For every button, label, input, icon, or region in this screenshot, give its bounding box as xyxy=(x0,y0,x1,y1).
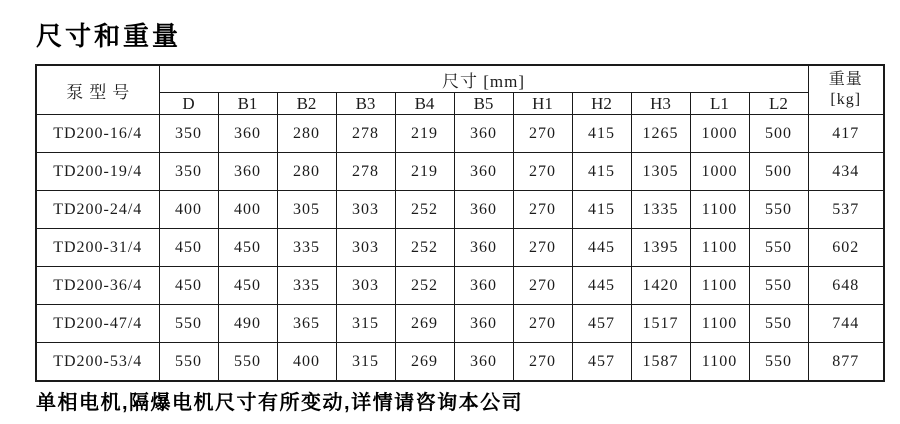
dim-cell: 335 xyxy=(277,229,336,267)
dim-cell: 450 xyxy=(218,229,277,267)
dim-cell: 360 xyxy=(454,191,513,229)
dim-column-header: B2 xyxy=(277,93,336,115)
dim-cell: 219 xyxy=(395,115,454,153)
dim-cell: 457 xyxy=(572,343,631,382)
dim-column-header: B5 xyxy=(454,93,513,115)
table-row xyxy=(36,305,884,343)
dim-cell: 360 xyxy=(454,115,513,153)
model-cell: TD200-16/4 xyxy=(36,115,159,153)
dim-cell: 400 xyxy=(218,191,277,229)
table-body xyxy=(36,115,884,382)
model-cell: TD200-47/4 xyxy=(36,305,159,343)
dim-cell: 350 xyxy=(159,153,218,191)
dim-cell: 280 xyxy=(277,115,336,153)
dim-column-header: H1 xyxy=(513,93,572,115)
dim-cell: 457 xyxy=(572,305,631,343)
dim-cell: 303 xyxy=(336,191,395,229)
weight-header-line2: [kg] xyxy=(830,91,862,108)
dim-cell: 1000 xyxy=(690,153,749,191)
dim-cell: 278 xyxy=(336,115,395,153)
dim-column-header: B4 xyxy=(395,93,454,115)
dim-cell: 1100 xyxy=(690,343,749,382)
dim-column-header: H3 xyxy=(631,93,690,115)
dim-cell: 445 xyxy=(572,267,631,305)
model-cell: TD200-53/4 xyxy=(36,343,159,382)
table-header xyxy=(36,65,884,115)
dim-cell: 1100 xyxy=(690,305,749,343)
dim-cell: 315 xyxy=(336,305,395,343)
weight-header-line1: 重量 xyxy=(828,71,863,88)
weight-cell: 744 xyxy=(808,305,884,343)
dim-cell: 360 xyxy=(218,153,277,191)
table-row xyxy=(36,153,884,191)
dim-cell: 360 xyxy=(454,305,513,343)
dim-cell: 550 xyxy=(749,343,808,382)
dim-cell: 365 xyxy=(277,305,336,343)
dimensions-weight-table xyxy=(35,64,885,382)
dim-cell: 1100 xyxy=(690,229,749,267)
dim-cell: 219 xyxy=(395,153,454,191)
dim-cell: 550 xyxy=(749,267,808,305)
dim-cell: 500 xyxy=(749,153,808,191)
footer-note: 单相电机,隔爆电机尺寸有所变动,详情请咨询本公司 xyxy=(36,392,524,414)
dim-cell: 1517 xyxy=(631,305,690,343)
dimension-subheader-row xyxy=(36,93,884,115)
dim-cell: 550 xyxy=(218,343,277,382)
dim-cell: 303 xyxy=(336,229,395,267)
dim-cell: 305 xyxy=(277,191,336,229)
dim-cell: 360 xyxy=(454,229,513,267)
page-title: 尺寸和重量 xyxy=(36,21,182,51)
dim-column-header: D xyxy=(159,93,218,115)
weight-cell: 537 xyxy=(808,191,884,229)
dim-cell: 550 xyxy=(749,191,808,229)
dim-cell: 415 xyxy=(572,115,631,153)
dim-cell: 450 xyxy=(159,267,218,305)
dim-cell: 550 xyxy=(749,229,808,267)
model-cell: TD200-36/4 xyxy=(36,267,159,305)
dim-cell: 360 xyxy=(454,343,513,382)
table-row xyxy=(36,343,884,382)
dim-cell: 1100 xyxy=(690,267,749,305)
dimensions-group-header: 尺寸 [mm] xyxy=(159,65,808,93)
dim-cell: 450 xyxy=(159,229,218,267)
weight-cell: 417 xyxy=(808,115,884,153)
dim-cell: 270 xyxy=(513,305,572,343)
dim-column-header: B1 xyxy=(218,93,277,115)
model-cell: TD200-31/4 xyxy=(36,229,159,267)
weight-cell: 602 xyxy=(808,229,884,267)
dim-cell: 315 xyxy=(336,343,395,382)
weight-cell: 648 xyxy=(808,267,884,305)
dim-cell: 269 xyxy=(395,343,454,382)
dim-cell: 252 xyxy=(395,267,454,305)
dim-cell: 270 xyxy=(513,267,572,305)
dim-column-header: L2 xyxy=(749,93,808,115)
dim-cell: 303 xyxy=(336,267,395,305)
dim-column-header: B3 xyxy=(336,93,395,115)
dim-cell: 1265 xyxy=(631,115,690,153)
dim-column-header: H2 xyxy=(572,93,631,115)
dim-cell: 350 xyxy=(159,115,218,153)
model-cell: TD200-24/4 xyxy=(36,191,159,229)
dim-cell: 500 xyxy=(749,115,808,153)
dim-cell: 278 xyxy=(336,153,395,191)
dim-cell: 550 xyxy=(159,343,218,382)
dim-cell: 1100 xyxy=(690,191,749,229)
dim-cell: 1305 xyxy=(631,153,690,191)
model-cell: TD200-19/4 xyxy=(36,153,159,191)
group-header-row xyxy=(36,65,884,93)
dim-cell: 1335 xyxy=(631,191,690,229)
dim-cell: 252 xyxy=(395,191,454,229)
dim-cell: 450 xyxy=(218,267,277,305)
dim-cell: 490 xyxy=(218,305,277,343)
dim-cell: 280 xyxy=(277,153,336,191)
table-row xyxy=(36,115,884,153)
dim-cell: 360 xyxy=(218,115,277,153)
dim-cell: 335 xyxy=(277,267,336,305)
dim-cell: 550 xyxy=(159,305,218,343)
dim-cell: 270 xyxy=(513,229,572,267)
dim-cell: 270 xyxy=(513,153,572,191)
weight-column-header xyxy=(808,65,884,115)
weight-cell: 877 xyxy=(808,343,884,382)
table-row xyxy=(36,229,884,267)
table-row xyxy=(36,191,884,229)
dim-cell: 270 xyxy=(513,343,572,382)
dim-cell: 400 xyxy=(277,343,336,382)
weight-cell: 434 xyxy=(808,153,884,191)
dim-column-header: L1 xyxy=(690,93,749,115)
model-column-header: 泵型号 xyxy=(36,65,159,115)
dim-cell: 1587 xyxy=(631,343,690,382)
dim-cell: 252 xyxy=(395,229,454,267)
dim-cell: 445 xyxy=(572,229,631,267)
dim-cell: 550 xyxy=(749,305,808,343)
table-row xyxy=(36,267,884,305)
dim-cell: 1420 xyxy=(631,267,690,305)
dim-cell: 360 xyxy=(454,153,513,191)
dim-cell: 400 xyxy=(159,191,218,229)
dim-cell: 415 xyxy=(572,191,631,229)
dim-cell: 270 xyxy=(513,191,572,229)
dim-cell: 1000 xyxy=(690,115,749,153)
dim-cell: 269 xyxy=(395,305,454,343)
dim-cell: 270 xyxy=(513,115,572,153)
dim-cell: 360 xyxy=(454,267,513,305)
dim-cell: 415 xyxy=(572,153,631,191)
dim-cell: 1395 xyxy=(631,229,690,267)
